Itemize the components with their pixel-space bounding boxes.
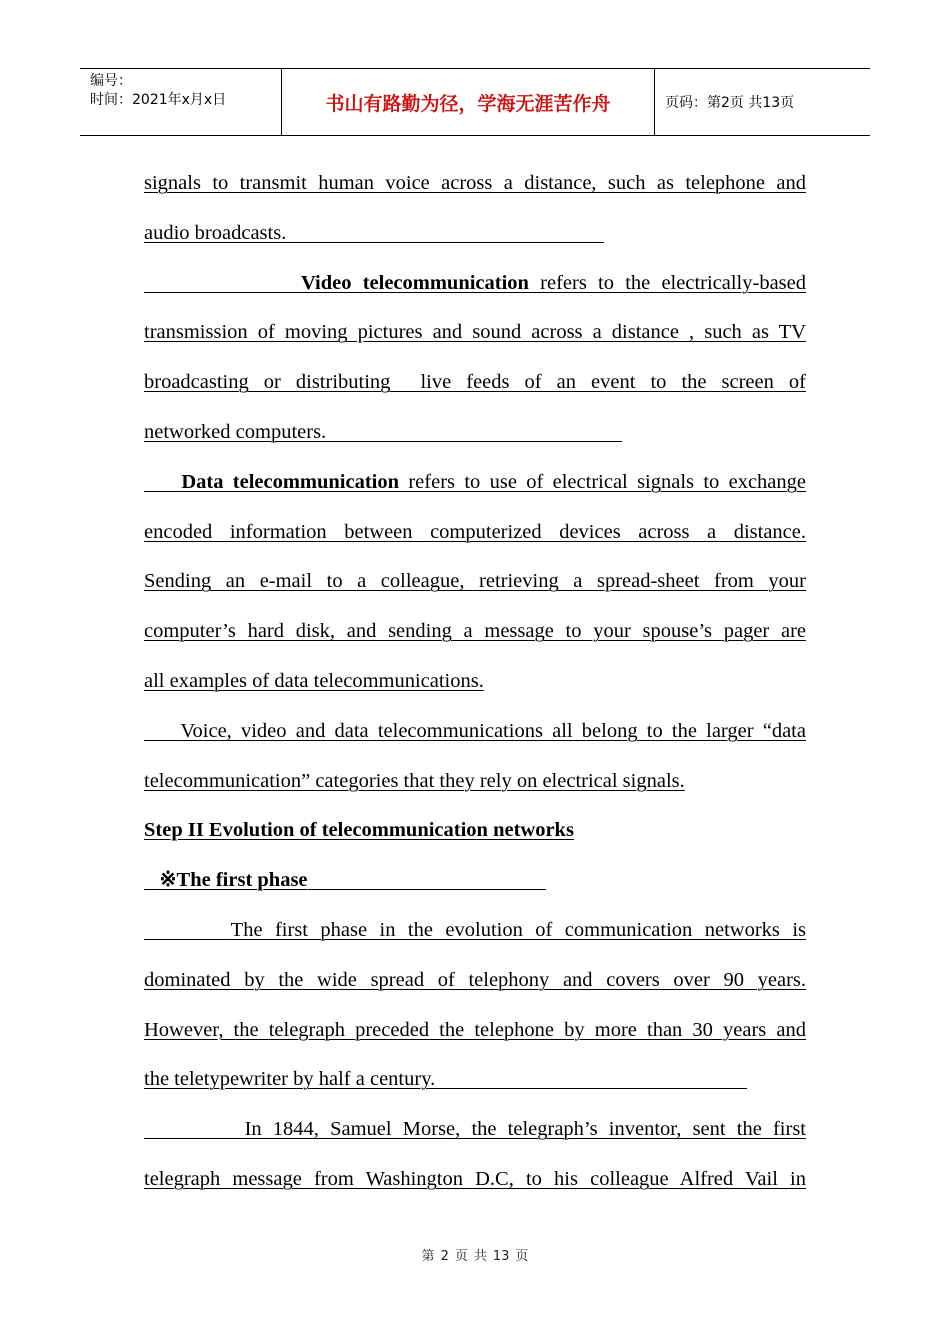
text-line: transmission of moving pictures and sound across a distance , such as TV	[144, 321, 806, 344]
text-run: The first phase in the evolution of communication networks is	[230, 918, 806, 941]
text-line: dominated by the wide spread of telephony and covers over 90 years.	[144, 968, 806, 991]
indent	[144, 869, 159, 891]
text-line: signals to transmit human voice across a distance, such as telephone and	[144, 172, 806, 194]
text-line	[144, 259, 806, 309]
text-line: telegraph message from Washington D.C, to his colleague Alfred Vail in	[144, 1167, 806, 1190]
text-line	[144, 458, 806, 508]
text-line	[144, 408, 806, 458]
footer-ye: 页	[454, 1249, 468, 1264]
text-run: Voice, video and data telecommunications all belong to the larger “data	[180, 719, 806, 742]
indent	[144, 272, 301, 294]
text-line: all examples of data telecommunications.	[144, 669, 484, 692]
indent	[144, 919, 231, 941]
text-run: networked computers.	[144, 420, 327, 443]
footer-di: 第	[421, 1249, 435, 1264]
underline-fill	[308, 888, 546, 890]
subheading	[144, 856, 806, 906]
section-heading-text: Step II Evolution of telecommunication networks	[144, 819, 574, 842]
term-data: Data telecommunication	[181, 470, 400, 493]
text-run: refers to use of electrical signals to exchange	[399, 470, 807, 493]
text-line: Sending an e-mail to a colleague, retrieving a spread-sheet from your	[144, 570, 806, 593]
indent	[144, 471, 181, 493]
header-motto: 书山有路勤为径，学海无涯苦作舟	[282, 69, 655, 135]
underline-fill	[326, 440, 622, 442]
date-label: 时间：2021年x月x日	[90, 92, 227, 108]
text-line: telecommunication” categories that they rely on electrical signals.	[144, 769, 685, 792]
indent	[144, 1118, 245, 1140]
text-run: audio broadcasts.	[144, 221, 287, 244]
section-heading	[144, 806, 806, 856]
underline-fill	[286, 241, 604, 243]
footer-ye: 页	[515, 1249, 529, 1264]
text-line: encoded information between computerized devices across a distance.	[144, 520, 806, 543]
text-line: broadcasting or distributing live feeds of an event to the screen of	[144, 371, 806, 394]
text-line	[144, 1105, 806, 1155]
header-page-info: 页码：第2页 共13页	[665, 95, 795, 111]
text-run: In 1844, Samuel Morse, the telegraph’s inventor, sent the first	[244, 1118, 807, 1141]
footer-gong: 共	[473, 1249, 487, 1264]
text-run: refers to the electrically-based	[528, 271, 807, 294]
text-line	[144, 1055, 806, 1105]
page-header	[80, 68, 870, 136]
text-line: However, the telegraph preceded the telephone by more than 30 years and	[144, 1018, 806, 1041]
subheading-text: ※The first phase	[159, 869, 308, 892]
term-video: Video telecommunication	[301, 271, 529, 294]
text-line	[144, 906, 806, 956]
footer-total-pages: 13	[492, 1249, 510, 1264]
text-line: computer’s hard disk, and sending a message to your spouse’s pager are	[144, 620, 806, 643]
text-line	[144, 209, 806, 259]
text-line	[144, 707, 806, 757]
underline-fill	[435, 1087, 747, 1089]
page-footer	[0, 1245, 950, 1264]
document-body	[144, 159, 806, 1205]
indent	[144, 720, 180, 742]
number-label: 编号：	[90, 73, 132, 89]
footer-page-number: 2	[440, 1249, 449, 1264]
header-meta	[80, 69, 282, 135]
text-run: the teletypewriter by half a century.	[144, 1068, 436, 1091]
